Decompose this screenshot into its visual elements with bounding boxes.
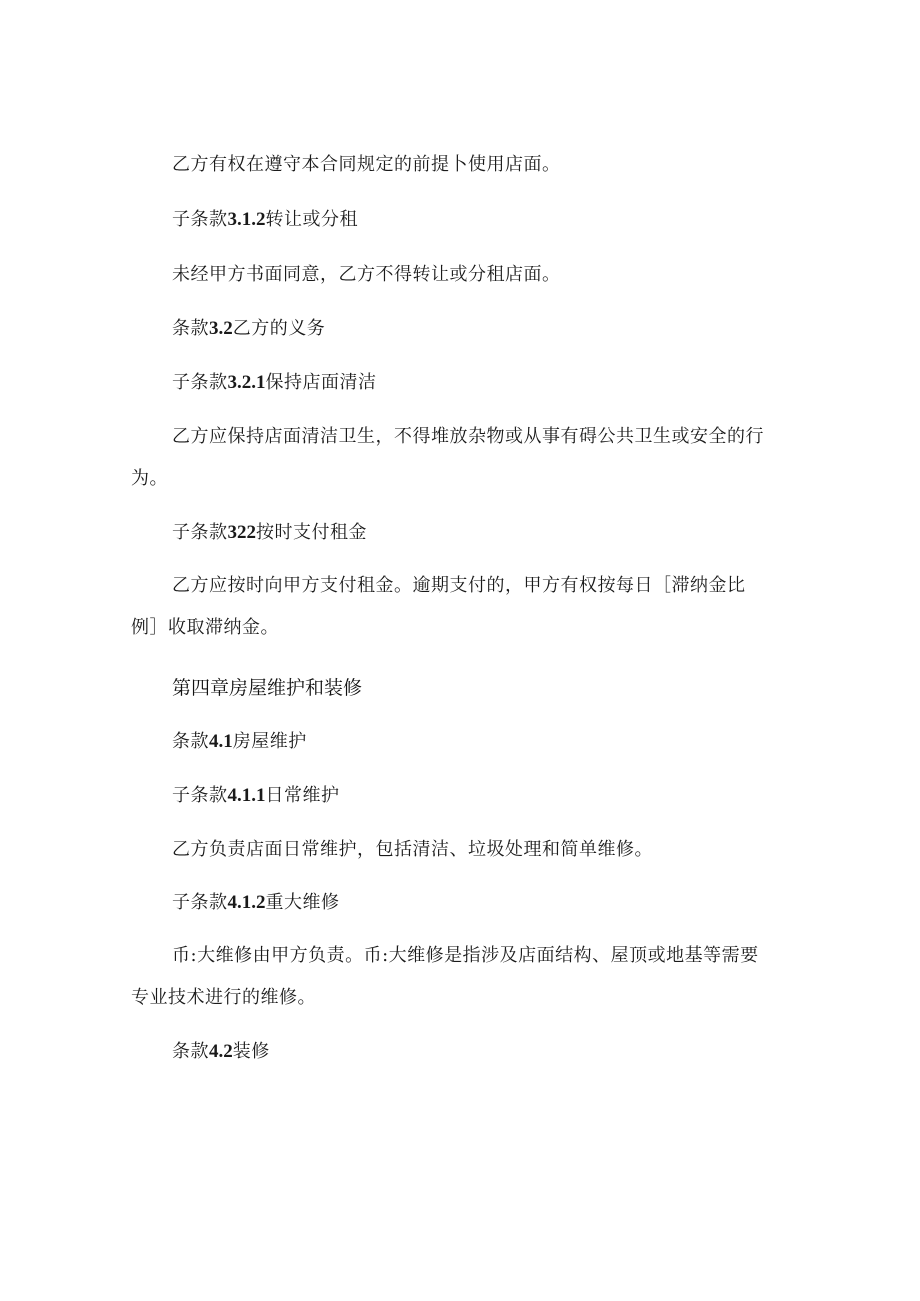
subclause-title: 转让或分租 xyxy=(265,209,358,230)
subclause-title: 日常维护 xyxy=(265,785,340,806)
subclause-number: 322 xyxy=(227,522,256,543)
subclause-3-2-2-heading xyxy=(172,520,367,546)
clause-number: 4.1 xyxy=(209,731,233,752)
clause-title: 房屋维护 xyxy=(232,731,307,752)
subclause-number: 3.1.2 xyxy=(227,209,266,230)
subclause-number: 3.2.1 xyxy=(227,372,266,393)
paragraph-3-2-1-body-line1 xyxy=(172,424,764,450)
clause-title: 乙方的义务 xyxy=(232,318,326,339)
clause-number: 4.2 xyxy=(209,1041,233,1062)
paragraph-text: 币:大维修由甲方负责。币:大维修是指涉及店面结构、屋顶或地基等需要 xyxy=(172,945,759,966)
paragraph-4-1-2-body-line2 xyxy=(131,985,316,1011)
chapter-title: 第四章房屋维护和装修 xyxy=(172,677,363,699)
subclause-prefix: 子条款 xyxy=(172,785,228,806)
paragraph-3-2-1-body-line2 xyxy=(131,466,168,492)
subclause-prefix: 子条款 xyxy=(172,209,228,230)
clause-prefix: 条款 xyxy=(172,731,209,752)
paragraph-text: 未经甲方书面同意，乙方不得转让或分租店面。 xyxy=(172,264,561,285)
paragraph-text: 专业技术进行的维修。 xyxy=(131,987,316,1008)
subclause-4-1-1-heading xyxy=(172,783,340,809)
paragraph-text: 乙方有权在遵守本合同规定的前提卜使用店面。 xyxy=(172,154,561,175)
clause-prefix: 条款 xyxy=(172,318,209,339)
subclause-prefix: 子条款 xyxy=(172,522,228,543)
paragraph-text: 乙方应按时向甲方支付租金。逾期支付的，甲方有权按每日［滞纳金比 xyxy=(172,575,746,596)
clause-3-2-heading xyxy=(172,316,325,342)
paragraph-text: 例］收取滞纳金。 xyxy=(131,617,279,638)
paragraph-text: 为。 xyxy=(131,468,168,489)
paragraph-3-1-1-body xyxy=(172,152,561,178)
paragraph-3-2-2-body-line1 xyxy=(172,573,746,599)
subclause-4-1-2-heading xyxy=(172,890,340,916)
paragraph-text: 乙方负责店面日常维护，包括清洁、垃圾处理和简单维修。 xyxy=(172,839,653,860)
paragraph-4-1-2-body-line1 xyxy=(172,943,759,969)
clause-4-1-heading xyxy=(172,729,307,755)
paragraph-text: 乙方应保持店面清洁卫生，不得堆放杂物或从事有碍公共卫生或安全的行 xyxy=(172,426,764,447)
paragraph-4-1-1-body xyxy=(172,837,653,863)
subclause-prefix: 子条款 xyxy=(172,372,228,393)
clause-prefix: 条款 xyxy=(172,1041,209,1062)
clause-number: 3.2 xyxy=(209,318,233,339)
clause-4-2-heading xyxy=(172,1039,270,1065)
subclause-3-2-1-heading xyxy=(172,370,377,396)
subclause-number: 4.1.1 xyxy=(227,785,266,806)
subclause-prefix: 子条款 xyxy=(172,892,228,913)
subclause-title: 按时支付租金 xyxy=(256,522,367,543)
paragraph-3-1-2-body xyxy=(172,262,561,288)
paragraph-3-2-2-body-line2 xyxy=(131,615,279,641)
chapter-4-heading xyxy=(172,675,362,701)
subclause-number: 4.1.2 xyxy=(227,892,266,913)
clause-title: 装修 xyxy=(232,1041,270,1062)
subclause-title: 重大维修 xyxy=(265,892,340,913)
subclause-3-1-2-heading xyxy=(172,207,358,233)
subclause-title: 保持店面清洁 xyxy=(265,372,377,393)
